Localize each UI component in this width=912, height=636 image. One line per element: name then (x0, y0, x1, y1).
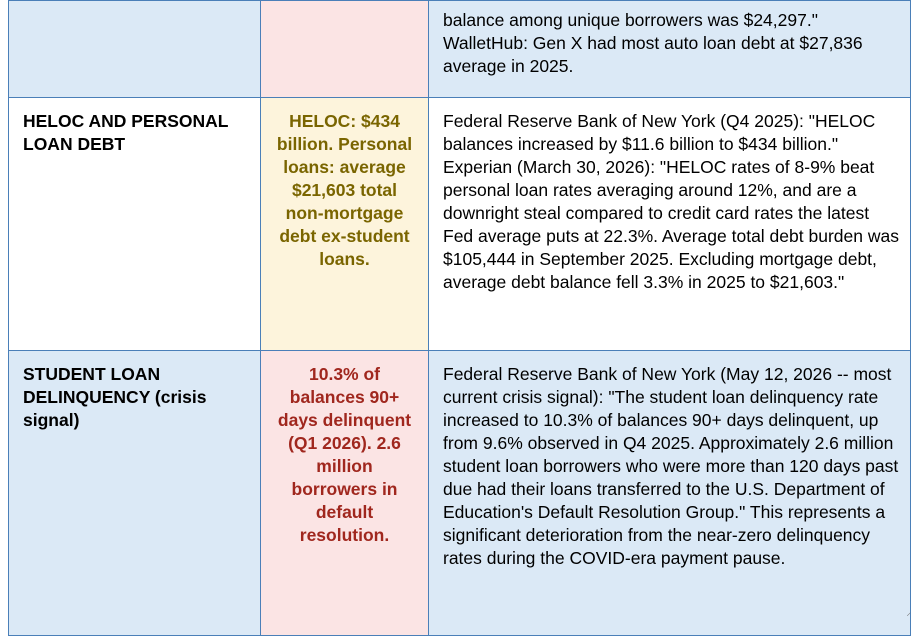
row-label-cell (9, 1, 261, 98)
row-value-cell (261, 1, 429, 98)
table-row (9, 98, 911, 351)
row-source-cell: balance among unique borrowers was $24,297." WalletHub: Gen X had most auto loan debt at $27,836 average in 2025. (429, 1, 911, 98)
page-corner-mark: ⸍ (906, 611, 911, 621)
table-row (9, 1, 911, 98)
table-row (9, 351, 911, 636)
row-label-cell: STUDENT LOAN DELINQUENCY (crisis signal) (9, 351, 261, 636)
row-source-cell: Federal Reserve Bank of New York (May 12, 2026 -- most current crisis signal): "The student loan delinquency rate increased to 10.3% of balances 90+ days delinquent, up from 9.6% observed in Q4 2025. Approximately 2.6 million student loan borrowers who were more than 120 days past due had their loans transferred to the U.S. Department of Education's Default Resolution Group." This represents a significant deterioration from the near-zero delinquency rates during the COVID-era payment pause. (429, 351, 911, 636)
row-label-cell: HELOC AND PERSONAL LOAN DEBT (9, 98, 261, 351)
row-value-cell: HELOC: $434 billion. Personal loans: average $21,603 total non-mortgage debt ex-student loans. (261, 98, 429, 351)
data-table (8, 0, 911, 636)
row-source-cell: Federal Reserve Bank of New York (Q4 2025): "HELOC balances increased by $11.6 billion to $434 billion." Experian (March 30, 2026): "HELOC rates of 8-9% beat personal loan rates averaging around 12%, and are a downright steal compared to credit card rates the latest Fed average puts at 22.3%. Average total debt burden was $105,444 in September 2025. Excluding mortgage debt, average debt balance fell 3.3% in 2025 to $21,603." (429, 98, 911, 351)
row-value-cell: 10.3% of balances 90+ days delinquent (Q1 2026). 2.6 million borrowers in default resolution. (261, 351, 429, 636)
